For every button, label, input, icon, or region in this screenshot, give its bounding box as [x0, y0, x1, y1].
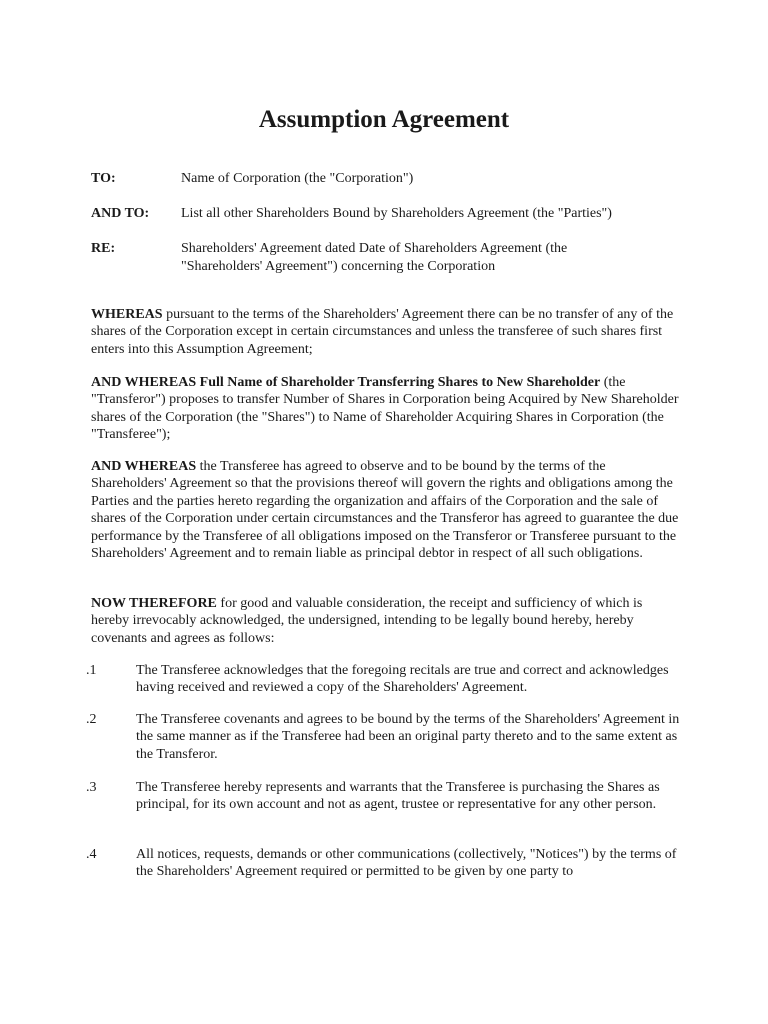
clause-text: The Transferee hereby represents and warrants that the Transferee is purchasing the Shares as principal, for its own account and not as agent, trustee or representative for any other person. — [136, 780, 660, 813]
recital-text: pursuant to the terms of the Shareholders' Agreement there can be no transfer of any of the shares of the Corporation except in certain circumstances and unless the transferee of such shares first enters into this Assumption Agreement; — [91, 307, 674, 357]
clause-number: .4 — [86, 847, 97, 862]
recital-text: (the "Transferor") proposes to transfer Number of Shares in Corporation being Acquired by New Shareholder shares of the Corporation (the "Shares") to Name of Shareholder Acquiring Shares in Corporation (the "Transferee"); — [91, 375, 679, 443]
clause-item — [86, 662, 686, 697]
clause-item — [86, 779, 686, 814]
recital-text: for good and valuable consideration, the receipt and sufficiency of which is hereby irrevocably acknowledged, the undersigned, intending to be legally bound hereby, hereby covenants and agrees as follows: — [91, 596, 643, 646]
addressee-label: RE: — [91, 241, 116, 256]
clause-number: .3 — [86, 780, 97, 795]
addressee-and-to — [91, 205, 691, 223]
clause-text: All notices, requests, demands or other communications (collectively, "Notices") by the terms of the Shareholders' Agreement required or permitted to be given by one party to — [136, 847, 677, 880]
recital-lead: AND WHEREAS Full Name of Shareholder Transferring Shares to New Shareholder — [91, 375, 601, 390]
document-title: Assumption Agreement — [258, 106, 510, 133]
clause-item — [86, 711, 686, 763]
recital-paragraph — [91, 306, 681, 358]
recital-text: the Transferee has agreed to observe and to be bound by the terms of the Shareholders' Agreement so that the provisions thereof will govern the rights and obligations among the Parties and the parties hereto regarding the organization and affairs of the Corporation and the sale of shares of the Corporation under certain circumstances and the Transferor has agreed to guarantee the due performance by the Transferee of all obligations imposed on the Transferor or Transferee pursuant to the Shareholders' Agreement and to remain liable as principal debtor in respect of all such obligations. — [91, 459, 679, 562]
addressee-text: List all other Shareholders Bound by Shareholders Agreement (the "Parties") — [181, 206, 612, 221]
addressee-label: AND TO: — [91, 206, 150, 221]
clause-item — [86, 846, 686, 881]
addressee-text: Name of Corporation (the "Corporation") — [181, 171, 414, 186]
recital-paragraph — [91, 374, 681, 444]
clause-number: .1 — [86, 663, 97, 678]
clause-text: The Transferee covenants and agrees to be bound by the terms of the Shareholders' Agreement in the same manner as if the Transferee had been an original party thereto and to the same extent as the Transferor. — [136, 712, 680, 762]
addressee-text: Shareholders' Agreement dated Date of Shareholders Agreement (the "Shareholders' Agreement") concerning the Corporation — [181, 241, 568, 274]
addressee-label: TO: — [91, 171, 116, 186]
recital-paragraph — [91, 595, 681, 647]
recital-lead: WHEREAS — [91, 307, 163, 322]
addressee-to — [91, 170, 691, 188]
recital-paragraph — [91, 458, 681, 562]
clause-text: The Transferee acknowledges that the foregoing recitals are true and correct and acknowledges having received and reviewed a copy of the Shareholders' Agreement. — [136, 663, 669, 696]
recital-lead: NOW THEREFORE — [91, 596, 217, 611]
addressee-re — [91, 240, 691, 275]
recital-lead: AND WHEREAS — [91, 459, 197, 474]
clause-number: .2 — [86, 712, 97, 727]
